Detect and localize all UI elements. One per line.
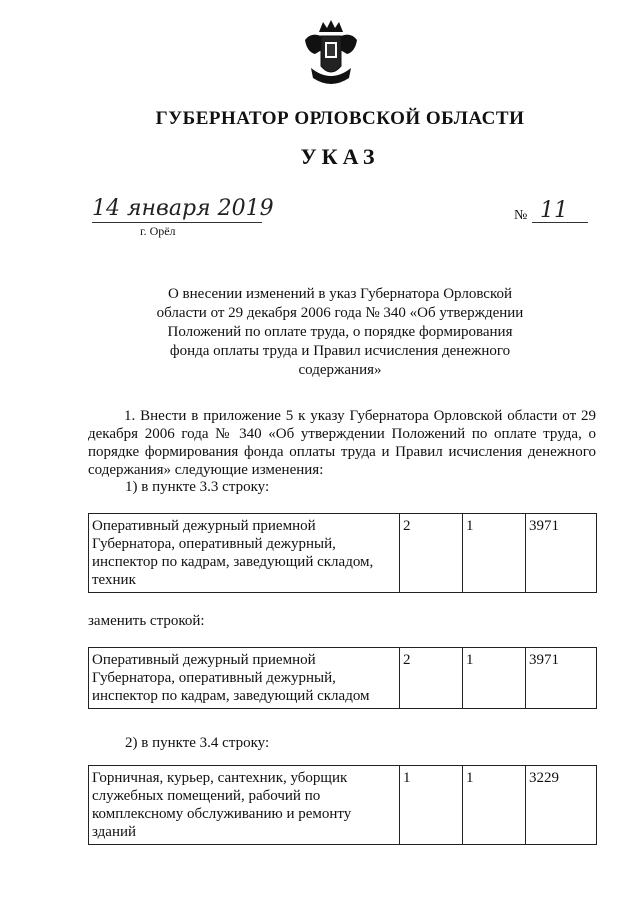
value-cell: 2 bbox=[400, 514, 463, 593]
value-cell: 1 bbox=[463, 514, 526, 593]
table-row bbox=[89, 648, 597, 709]
position-cell: Оперативный дежурный приемной Губернатора, оперативный дежурный, инспектор по кадрам, заведующий складом, техник bbox=[89, 514, 400, 593]
position-cell: Горничная, курьер, сантехник, уборщик служебных помещений, рабочий по комплексному обслуживанию и ремонту зданий bbox=[89, 766, 400, 845]
paragraph-1 bbox=[88, 407, 596, 479]
item-2-label: 2) в пункте 3.4 строку: bbox=[125, 735, 270, 751]
city-label: г. Орёл bbox=[140, 224, 176, 238]
item-1-label: 1) в пункте 3.3 строку: bbox=[125, 479, 270, 495]
salary-cell: 3229 bbox=[526, 766, 597, 845]
paragraph-1-text: 1. Внести в приложение 5 к указу Губернатора Орловской области от 29 декабря 2006 года № 340 «Об утверждении Положений по оплате труда, о порядке формирования фонда оплаты труда и Правил исчисления денежного содержания» следующие изменения: bbox=[88, 408, 596, 478]
table-row bbox=[89, 766, 597, 845]
governor-title: ГУБЕРНАТОР ОРЛОВСКОЙ ОБЛАСТИ bbox=[155, 108, 525, 129]
date-underline bbox=[92, 222, 262, 223]
value-cell: 2 bbox=[400, 648, 463, 709]
number-underline bbox=[532, 222, 588, 223]
coat-of-arms-emblem bbox=[301, 18, 361, 88]
table-row-old-3-3 bbox=[88, 513, 597, 593]
salary-cell: 3971 bbox=[526, 514, 597, 593]
position-cell: Оперативный дежурный приемной Губернатора, оперативный дежурный, инспектор по кадрам, заведующий складом bbox=[89, 648, 400, 709]
document-subject: О внесении изменений в указ Губернатора Орловской области от 29 декабря 2006 года № 340 «Об утверждении Положений по оплате труда, о порядке формирования фонда оплаты труда и Правил исчисления денежного содержания» bbox=[156, 286, 524, 378]
number-label: № bbox=[514, 208, 528, 223]
salary-cell: 3971 bbox=[526, 648, 597, 709]
value-cell: 1 bbox=[463, 766, 526, 845]
handwritten-number: 11 bbox=[540, 198, 568, 223]
replace-label: заменить строкой: bbox=[88, 613, 205, 629]
value-cell: 1 bbox=[463, 648, 526, 709]
table-row-new-3-3 bbox=[88, 647, 597, 709]
document-type: УКАЗ bbox=[300, 144, 380, 169]
handwritten-date: 14 января 2019 bbox=[92, 196, 274, 221]
table-row bbox=[89, 514, 597, 593]
table-row-old-3-4 bbox=[88, 765, 597, 845]
value-cell: 1 bbox=[400, 766, 463, 845]
